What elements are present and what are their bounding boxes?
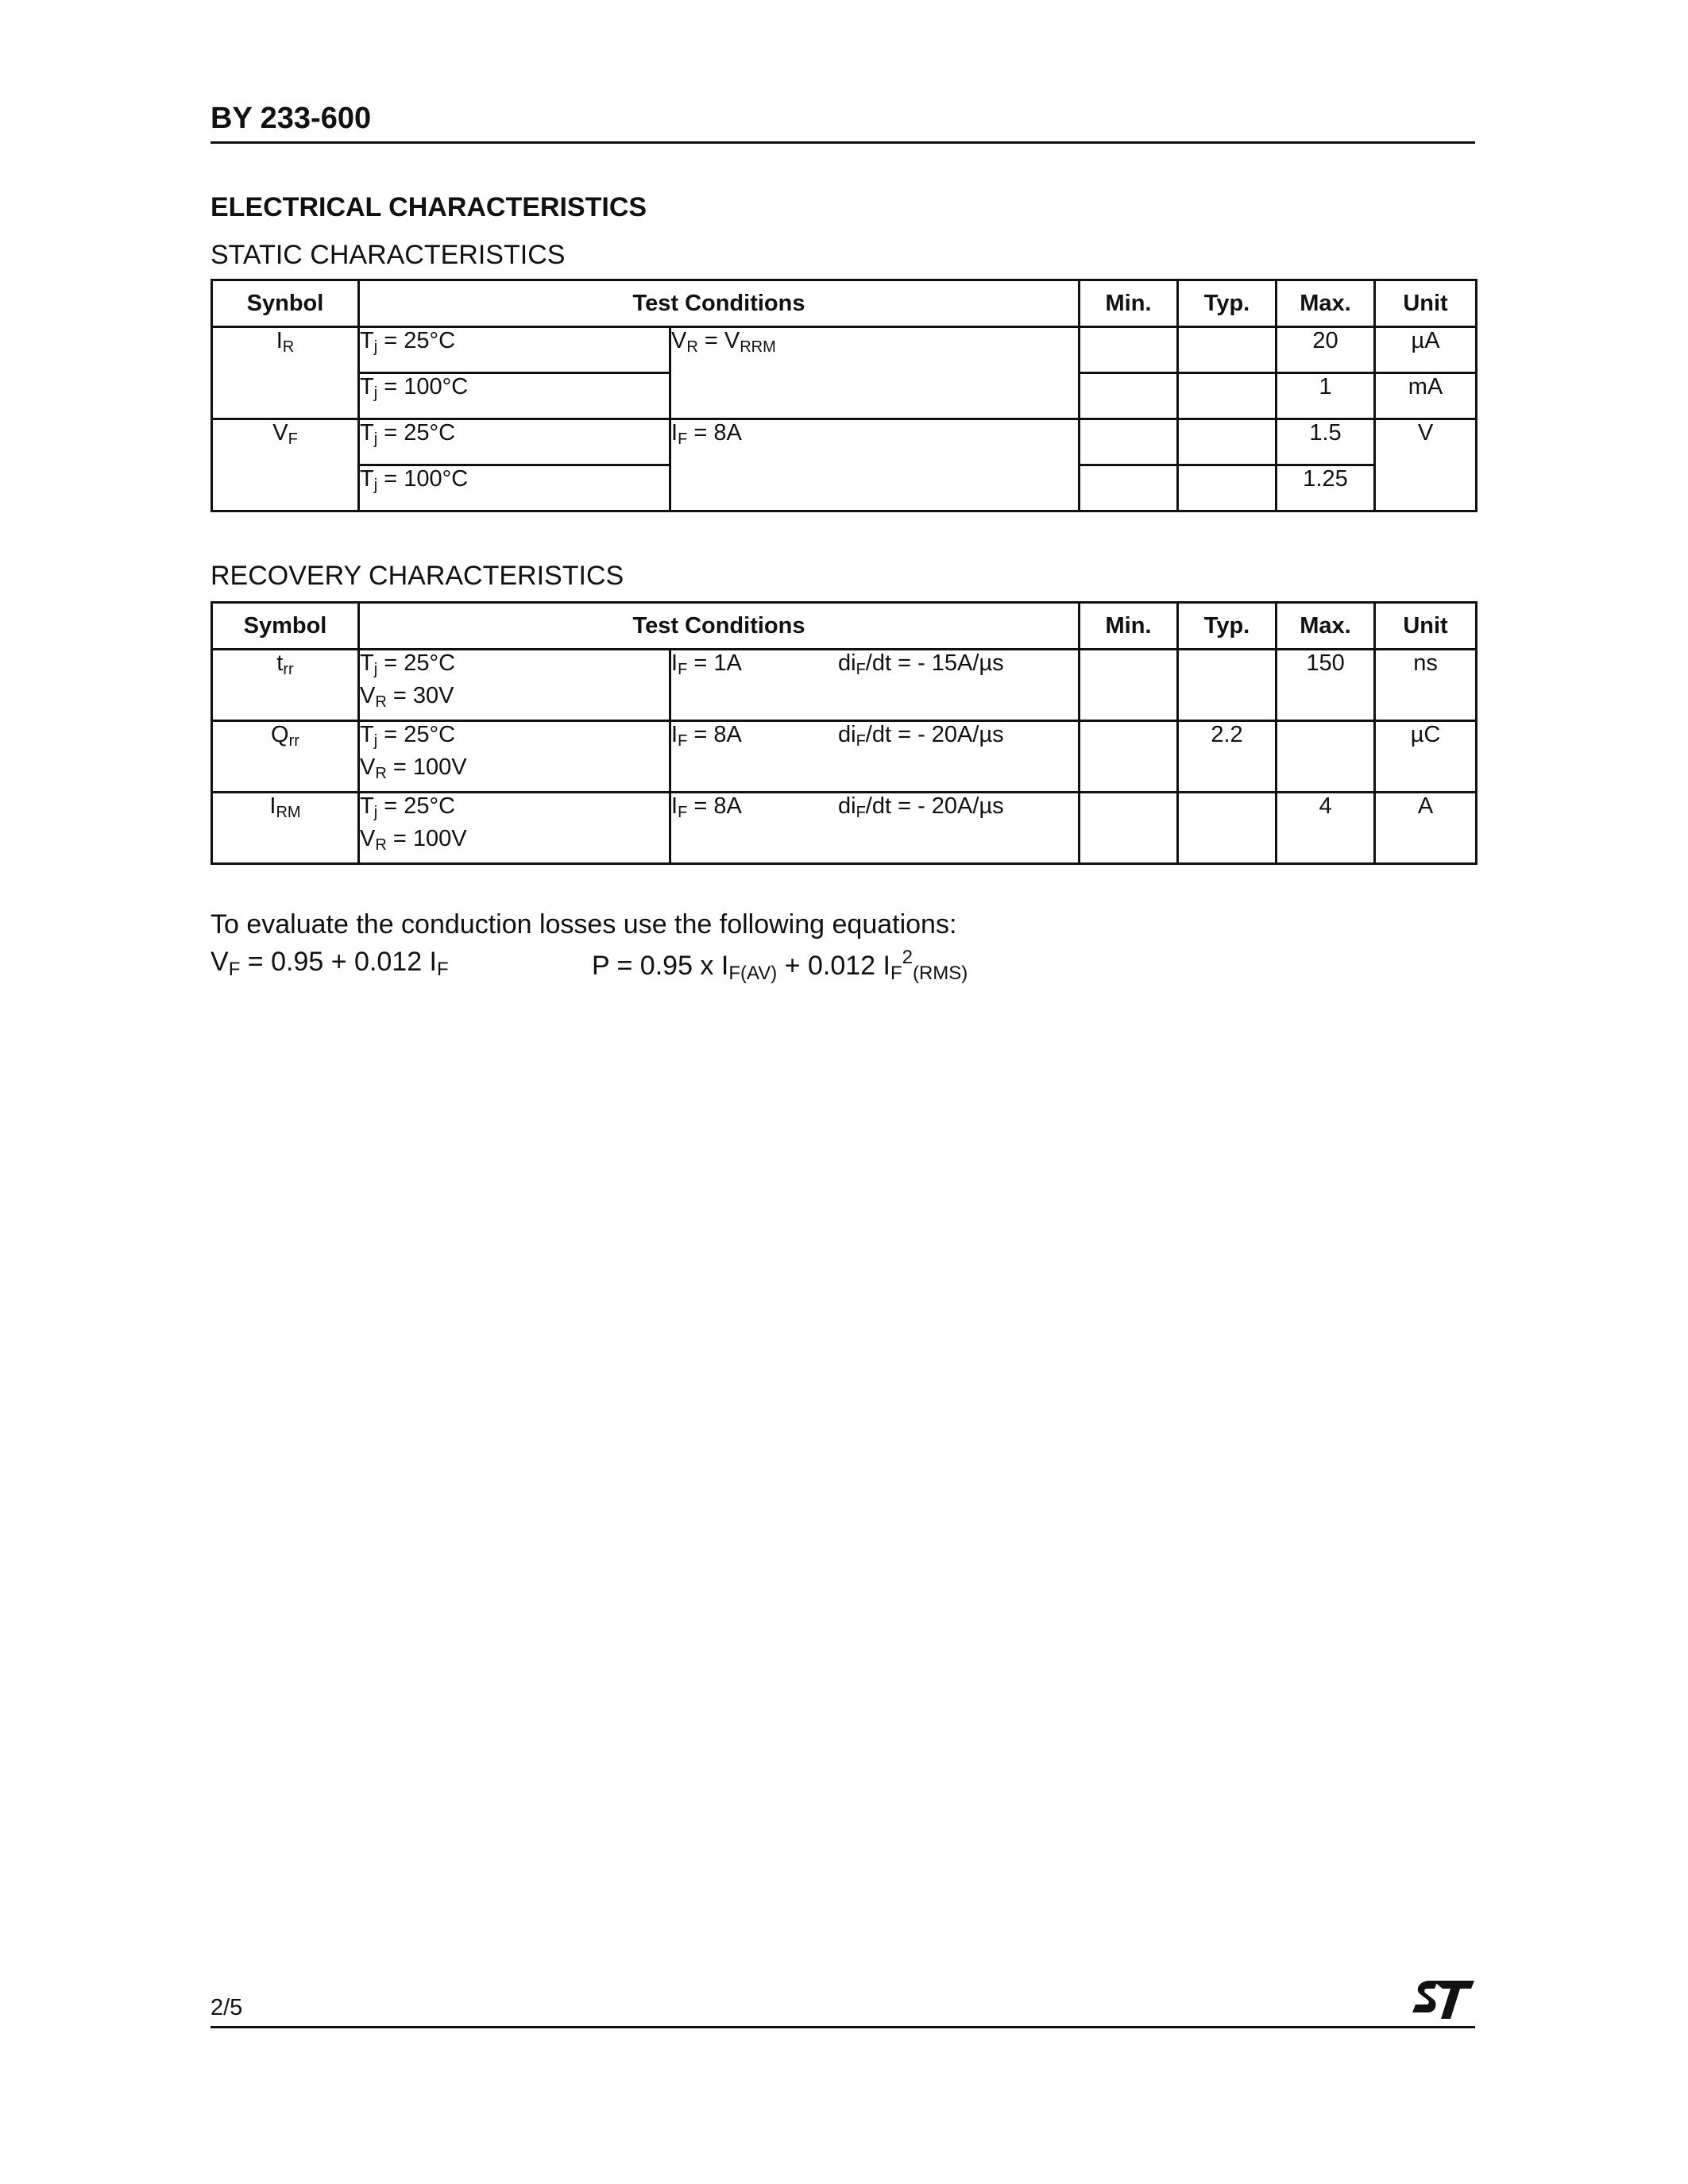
typ-cell [1178,793,1277,864]
page-header-title: BY 233-600 [211,102,372,135]
header-test-conditions: Test Conditions [359,603,1080,650]
header-min: Min. [1080,603,1178,650]
recovery-characteristics-heading: RECOVERY CHARACTERISTICS [211,561,624,591]
typ-cell: 2.2 [1178,721,1277,793]
header-symbol: Synbol [212,280,359,327]
min-cell [1080,327,1178,373]
header-typ: Typ. [1178,603,1277,650]
table-row [212,419,1477,465]
equation-power: P = 0.95 x IF(AV) + 0.012 $IF^2(RMS)$ [592,947,968,984]
typ-cell [1178,465,1277,511]
max-cell: 1.25 [1277,465,1375,511]
header-unit: Unit [1375,280,1477,327]
equation-vf: VF = 0.95 + 0.012 IF [211,947,449,980]
table-row [212,327,1477,373]
cond-tj-vr: $T_j = 25^\circ C$ $V_R = 30V$ [359,650,670,721]
table-row [212,721,1477,793]
header-rule [211,141,1475,144]
min-cell [1080,373,1178,419]
typ-cell [1178,419,1277,465]
cond-tj-vr: $T_j = 25^\circ C$ $V_R = 100V$ [359,793,670,864]
min-cell [1080,419,1178,465]
electrical-characteristics-heading: ELECTRICAL CHARACTERISTICS [211,192,647,222]
symbol-trr: $t_{rr}$ [212,650,359,721]
st-logo-icon [1411,1978,1476,2022]
min-cell [1080,793,1178,864]
cond-tj: $T_j = 100^\circ C$ [359,373,670,419]
unit-cell: A [1375,793,1477,864]
max-cell [1277,721,1375,793]
max-cell: 150 [1277,650,1375,721]
cond-vr: $V_R = V_{RRM}$ [670,327,1080,419]
table-row [212,793,1477,864]
page-number: 2/5 [211,1995,243,2020]
header-symbol: Symbol [212,603,359,650]
unit-cell: ns [1375,650,1477,721]
unit-cell: mA [1375,373,1477,419]
typ-cell [1178,650,1277,721]
cond-tj: $T_j = 100^\circ C$ [359,465,670,511]
symbol-ir: $I_R$ [212,327,359,419]
min-cell [1080,721,1178,793]
cond-if-di: $I_F = 1A$ $di_F/dt$ = - 15A/µs [670,650,1080,721]
header-max: Max. [1277,280,1375,327]
table-header-row [212,280,1477,327]
footer-rule [211,2026,1475,2028]
cond-if: $I_F = 8A$ [670,419,1080,511]
typ-cell [1178,327,1277,373]
table-row [212,650,1477,721]
min-cell [1080,465,1178,511]
symbol-qrr: $Q_{rr}$ [212,721,359,793]
symbol-vf: $V_F$ [212,419,359,511]
max-cell: 1.5 [1277,419,1375,465]
typ-cell [1178,373,1277,419]
header-min: Min. [1080,280,1178,327]
header-typ: Typ. [1178,280,1277,327]
equations-intro: To evaluate the conduction losses use the following equations: [211,909,957,940]
max-cell: 4 [1277,793,1375,864]
unit-cell: µC [1375,721,1477,793]
unit-cell: µA [1375,327,1477,373]
header-max: Max. [1277,603,1375,650]
cond-tj-vr: $T_j = 25^\circ C$ $V_R = 100V$ [359,721,670,793]
static-characteristics-heading: STATIC CHARACTERISTICS [211,240,566,270]
cond-if-di: $I_F = 8A$ $di_F/dt$ = - 20A/µs [670,721,1080,793]
cond-if-di: $I_F = 8A$ $di_F/dt$ = - 20A/µs [670,793,1080,864]
min-cell [1080,650,1178,721]
symbol-irm: $I_{RM}$ [212,793,359,864]
static-characteristics-table [211,279,1477,512]
max-cell: 20 [1277,327,1375,373]
cond-tj: $T_j = 25^\circ C$ [359,327,670,373]
table-header-row [212,603,1477,650]
unit-cell: V [1375,419,1477,511]
header-test-conditions: Test Conditions [359,280,1080,327]
max-cell: 1 [1277,373,1375,419]
recovery-characteristics-table [211,601,1477,865]
cond-tj: $T_j = 25^\circ C$ [359,419,670,465]
header-unit: Unit [1375,603,1477,650]
